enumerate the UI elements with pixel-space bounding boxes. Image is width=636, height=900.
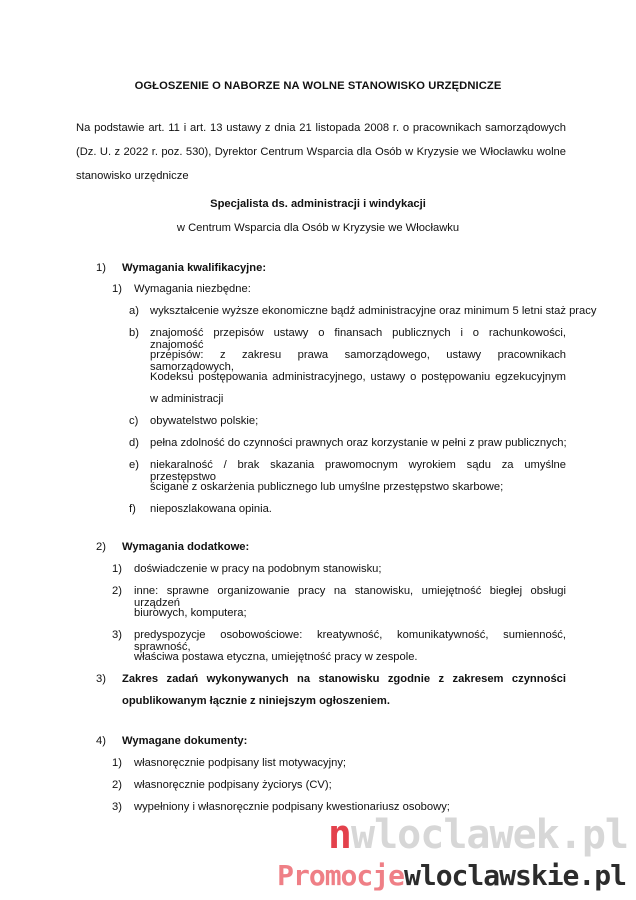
s2-item-3-number: 3) bbox=[112, 629, 122, 641]
s4-item-2-number: 2) bbox=[112, 779, 122, 791]
s2-item-2-line-1: inne: sprawne organizowanie pracy na stanowisku, umiejętność biegłej obsługi urządzeń bbox=[134, 585, 566, 609]
s2-item-3-line-1: predyspozycje osobowościowe: kreatywność, komunikatywność, sumienność, sprawność, bbox=[134, 629, 566, 653]
watermark-promocje bbox=[277, 859, 626, 892]
s4-item-3-text: wypełniony i własnoręcznie podpisany kwestionariusz osobowy; bbox=[134, 801, 450, 813]
item-e-line-2: ścigane z oskarżenia publicznego lub umyślne przestępstwo skarbowe; bbox=[150, 481, 504, 493]
item-b-line-3: Kodeksu postępowania administracyjnego, ustawy o postępowaniu egzekucyjnym bbox=[150, 371, 566, 383]
s2-item-1-text: doświadczenie w pracy na podobnym stanowisku; bbox=[134, 563, 382, 575]
s4-item-1-number: 1) bbox=[112, 757, 122, 769]
watermark-main-2: wloclawskie.pl bbox=[403, 859, 626, 892]
document-title: OGŁOSZENIE O NABORZE NA WOLNE STANOWISKO URZĘDNICZE bbox=[134, 80, 502, 92]
section-4-number: 4) bbox=[96, 735, 106, 747]
subsection-1-number: 1) bbox=[112, 283, 122, 295]
item-b-letter: b) bbox=[129, 327, 139, 339]
item-b-line-2: przepisów: z zakresu prawa samorządowego, ustawy pracownikach samorządowych, bbox=[150, 349, 566, 373]
item-f-text: nieposzlakowana opinia. bbox=[150, 503, 272, 515]
item-b-line-4: w administracji bbox=[150, 393, 224, 405]
item-d-text: pełna zdolność do czynności prawnych oraz korzystanie w pełni z praw publicznych; bbox=[150, 437, 567, 449]
item-b-line-1: znajomość przepisów ustawy o finansach publicznych i o rachunkowości, znajomość bbox=[150, 327, 566, 351]
item-f-letter: f) bbox=[129, 503, 136, 515]
item-a-text: wykształcenie wyższe ekonomiczne bądź administracyjne oraz minimum 5 letni staż pracy bbox=[150, 305, 597, 317]
section-3-line-1: Zakres zadań wykonywanych na stanowisku zgodnie z zakresem czynności bbox=[122, 673, 566, 685]
watermark-nwloclawek bbox=[328, 812, 628, 858]
s2-item-2-number: 2) bbox=[112, 585, 122, 597]
watermark-prefix-1: n bbox=[327, 812, 352, 858]
s4-item-1-text: własnoręcznie podpisany list motywacyjny; bbox=[134, 757, 347, 769]
watermark-main-1: wloclawek.pl bbox=[351, 812, 628, 858]
subsection-1-title: Wymagania niezbędne: bbox=[134, 283, 251, 295]
s2-item-3-line-2: właściwa postawa etyczna, umiejętność pracy w zespole. bbox=[134, 651, 418, 663]
section-1-number: 1) bbox=[96, 262, 106, 274]
item-c-letter: c) bbox=[129, 415, 139, 427]
section-3-number: 3) bbox=[96, 673, 106, 685]
s2-item-2-line-2: biurowych, komputera; bbox=[134, 607, 247, 619]
item-a-letter: a) bbox=[129, 305, 139, 317]
section-1-title: Wymagania kwalifikacyjne: bbox=[122, 262, 267, 274]
s4-item-2-text: własnoręcznie podpisany życiorys (CV); bbox=[134, 779, 332, 791]
section-4-title: Wymagane dokumenty: bbox=[122, 735, 248, 747]
item-d-letter: d) bbox=[129, 437, 139, 449]
position-title: Specjalista ds. administracji i windykacji bbox=[210, 198, 426, 210]
item-e-letter: e) bbox=[129, 459, 139, 471]
section-2-number: 2) bbox=[96, 541, 106, 553]
item-e-line-1: niekaralność / brak skazania prawomocnym wyrokiem sądu za umyślne przestępstwo bbox=[150, 459, 566, 483]
item-c-text: obywatelstwo polskie; bbox=[150, 415, 259, 427]
watermark-prefix-2: Promocje bbox=[277, 859, 404, 892]
section-3-line-2: opublikowanym łącznie z niniejszym ogłoszeniem. bbox=[122, 695, 390, 707]
s4-item-3-number: 3) bbox=[112, 801, 122, 813]
section-2-title: Wymagania dodatkowe: bbox=[122, 541, 250, 553]
s2-item-1-number: 1) bbox=[112, 563, 122, 575]
position-subtitle: w Centrum Wsparcia dla Osób w Kryzysie we Włocławku bbox=[176, 222, 460, 234]
intro-paragraph: Na podstawie art. 11 i art. 13 ustawy z dnia 21 listopada 2008 r. o pracownikach samorządowych (Dz. U. z 2022 r. poz. 530), Dyrektor Centrum Wsparcia dla Osób w Kryzysie we Włocławku wolne stanowisko urzędnicze bbox=[76, 122, 566, 182]
